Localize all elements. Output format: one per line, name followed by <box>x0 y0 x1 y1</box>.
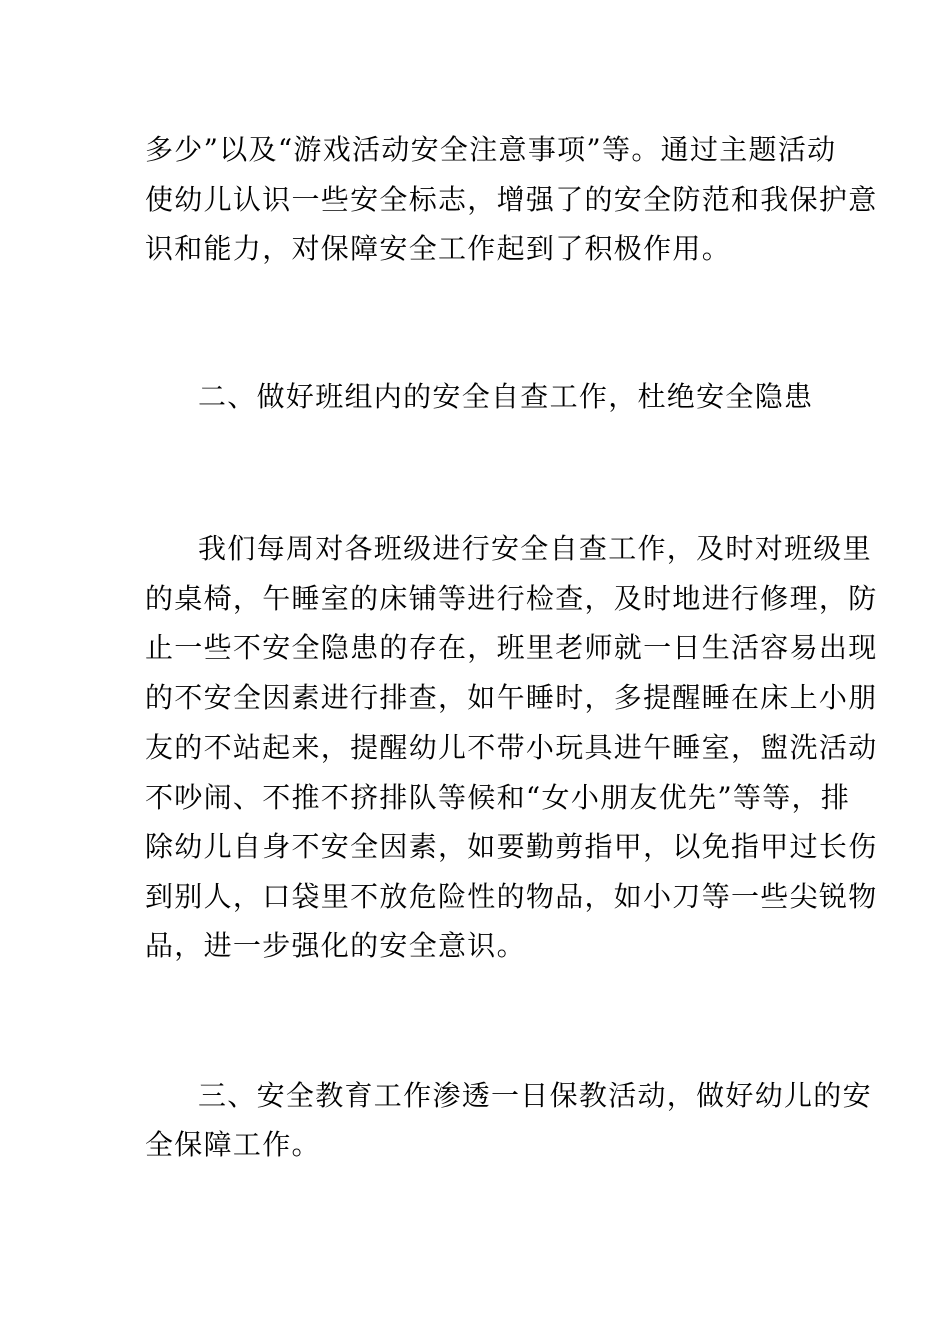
paragraph-line: 不吵闹、不推不挤排队等候和“女小朋友优先”等等，排 <box>145 781 851 814</box>
section-heading: 二、做好班组内的安全自查工作，杜绝安全隐患 <box>198 380 814 413</box>
paragraph-line: 除幼儿自身不安全因素，如要勤剪指甲，以免指甲过长伤 <box>145 830 878 863</box>
paragraph-line: 的不安全因素进行排查，如午睡时，多提醒睡在床上小朋 <box>145 681 878 714</box>
section-heading: 三、安全教育工作渗透一日保教活动，做好幼儿的安 <box>198 1079 872 1112</box>
section-heading: 全保障工作。 <box>145 1128 321 1161</box>
paragraph-line: 友的不站起来，提醒幼儿不带小玩具进午睡室，盥洗活动 <box>145 731 878 764</box>
paragraph-line: 使幼儿认识一些安全标志，增强了的安全防范和我保护意 <box>145 183 878 216</box>
paragraph-line: 到别人，口袋里不放危险性的物品，如小刀等一些尖锐物 <box>145 880 878 913</box>
paragraph-line: 品，进一步强化的安全意识。 <box>145 929 526 962</box>
paragraph-line: 的桌椅，午睡室的床铺等进行检查，及时地进行修理，防 <box>145 582 878 615</box>
paragraph-line: 多少”以及“游戏活动安全注意事项”等。通过主题活动 <box>145 133 837 166</box>
paragraph-line: 止一些不安全隐患的存在，班里老师就一日生活容易出现 <box>145 631 878 664</box>
paragraph-line: 识和能力，对保障安全工作起到了积极作用。 <box>145 232 732 265</box>
paragraph-line: 我们每周对各班级进行安全自查工作，及时对班级里 <box>198 532 872 565</box>
